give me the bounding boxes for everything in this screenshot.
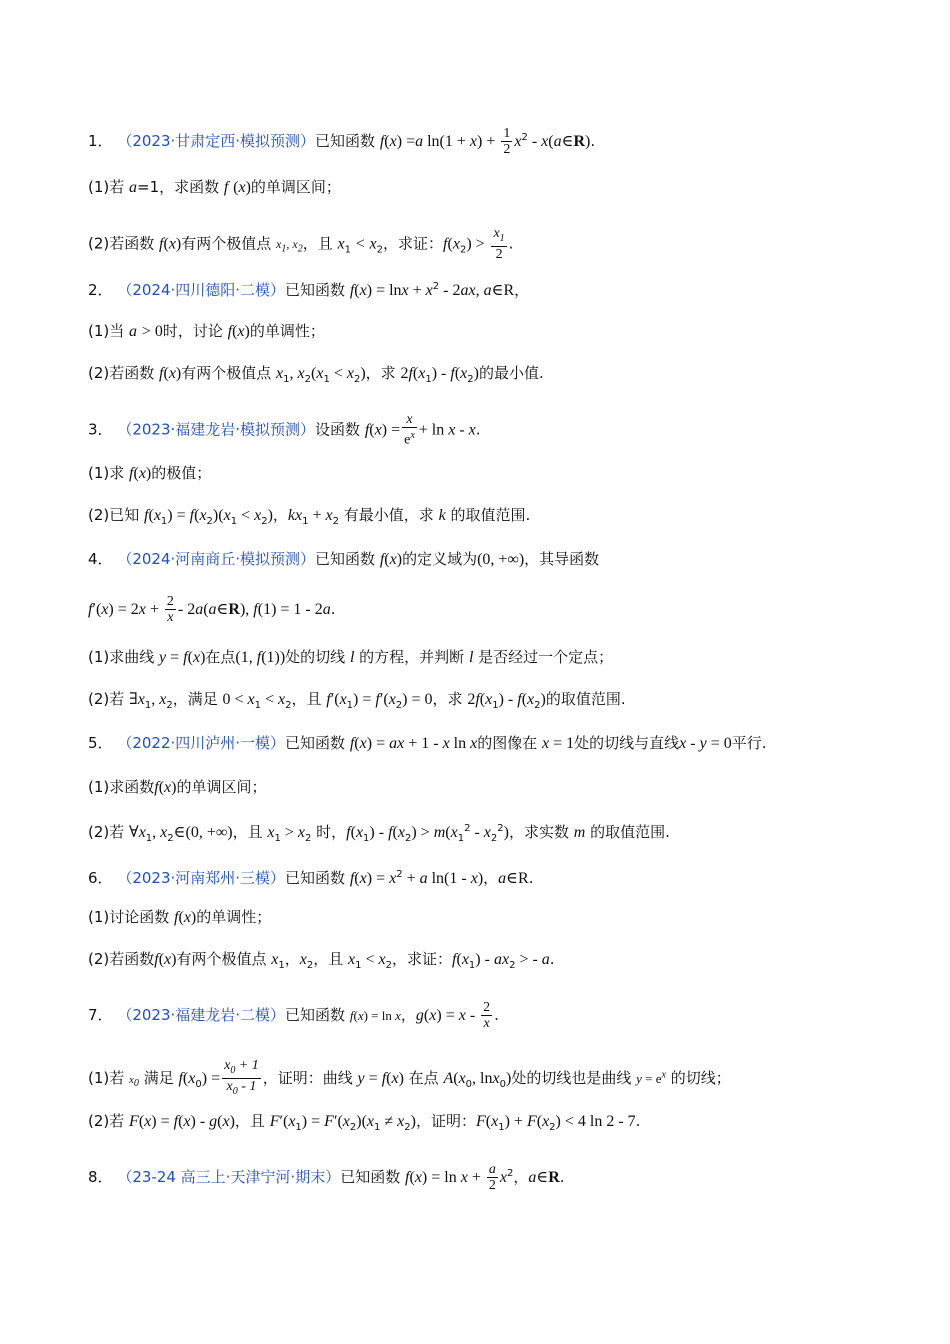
problem-source: （2024·河南商丘·模拟预测） <box>117 550 316 568</box>
problem-3-part-2: (2)已知 $f(x_1) = f(x_2)(x_1 < x_2)$，$kx_1 + x_2$ 有最小值，求 k 的取值范围. <box>88 506 531 527</box>
stem-text: 已知函数 <box>285 1006 346 1024</box>
problem-number: 1． <box>88 132 113 150</box>
problem-number: 7． <box>88 1006 113 1024</box>
problem-4-part-1: (1)求曲线 y = f(x)在点(1, f(1))处的切线 l 的方程，并判断 l 是否经过一个定点； <box>88 648 614 666</box>
problem-number: 3． <box>88 420 113 439</box>
problem-4-part-2: (2)若 $\exists x_1$, $x_2$，满足 $0 < x_1 < x_2$，且 $f'(x_1) = f'(x_2) = 0$，求 $2f(x_1) - f(x_2)$的取值范围. <box>88 690 626 711</box>
problem-source: （2023·河南郑州·三模） <box>117 869 286 887</box>
stem-text: 已知函数 <box>340 1168 401 1186</box>
problem-source: （2022·四川泸州·一模） <box>117 734 286 752</box>
problem-3-stem: 3． （2023·福建龙岩·模拟预测）设函数 f(x) = $\frac{x}{e^x}$ + ln x - x. <box>88 412 481 448</box>
problem-8-stem: 8． （23-24 高三上·天津宁河·期末）已知函数 f(x) = ln x + $\frac{a}{2}$ $x^2$，a∈R. <box>88 1162 565 1193</box>
problem-source: （2023·福建龙岩·模拟预测） <box>117 420 316 439</box>
problem-7-stem: 7． （2023·福建龙岩·二模）已知函数 f(x) = ln x，g(x) = x - $\frac{2}{x}$ . <box>88 1000 499 1031</box>
problem-7-part-2: (2)若 F(x) = f(x) - g(x)，且 $F'(x_1) = F'(x_2)(x_1 \ne x_2)$，证明：$F(x_1) + F(x_2) < 4$ ln 2 - 7. <box>88 1112 641 1133</box>
problem-1-stem: 1． （2023·甘肃定西·模拟预测）已知函数 f(x) =a ln(1 + x) + $\frac{1}{2}$ $x^2$ - x(a∈R). <box>88 126 596 157</box>
stem-text: 设函数 <box>315 420 361 439</box>
stem-text: 已知函数 <box>285 734 346 752</box>
problem-source: （2023·福建龙岩·二模） <box>117 1006 286 1024</box>
stem-text: 已知函数 <box>315 550 376 568</box>
problem-number: 8． <box>88 1168 113 1186</box>
problem-2-part-2: (2)若函数 f(x)有两个极值点 $x_1$, $x_2(x_1 < x_2)$，求 $2f(x_1) - f(x_2)$的最小值. <box>88 364 544 385</box>
problem-1-part-1: (1)若 a=1，求函数 f (x)的单调区间； <box>88 178 341 196</box>
problem-source: （23-24 高三上·天津宁河·期末） <box>117 1168 341 1186</box>
problem-7-part-1: (1)若 $x_0$ 满足 $f(x_0)$ = $\frac{x_0 + 1}{x_0 - 1}$ ，证明：曲线 y = f(x) 在点 $A(x_0$, lnx$_0$)处的切线也是曲线 $y = e^x$ 的切线； <box>88 1058 731 1097</box>
problem-2-stem: 2． （2024·四川德阳·二模）已知函数 $f(x) = \ln x + x^2 - 2ax$, a∈R， <box>88 281 530 299</box>
problem-6-part-1: (1)讨论函数 f(x)的单调性； <box>88 908 272 926</box>
problem-source: （2024·四川德阳·二模） <box>117 281 286 299</box>
problem-number: 6． <box>88 869 113 887</box>
problem-5-part-2: (2)若 $\forall x_1$, $x_2\in(0$, +∞)，且 $x_1 > x_2$ 时，$f(x_1) - f(x_2) > m(x_1^2 - x_2^2)$，求实数 m 的取值范围. <box>88 823 670 844</box>
function-formula: f <box>379 133 385 150</box>
problem-number: 4． <box>88 550 113 568</box>
problem-3-part-1: (1)求 f(x)的极值； <box>88 464 212 482</box>
problem-4-stem: 4． （2024·河南商丘·模拟预测）已知函数 f(x)的定义域为(0, +∞)，其导函数 <box>88 550 600 568</box>
problem-number: 2． <box>88 281 113 299</box>
problem-1-part-2: (2)若函数 f(x)有两个极值点 $x_1$, $x_2$，且 $x_1 < x_2$，求证：$f(x_2)$ > $\frac{x_1}{2}$ . <box>88 226 514 262</box>
problem-6-stem: 6． （2023·河南郑州·三模）已知函数 $f(x) = x^2 + a$ ln(1 - x)，a∈R. <box>88 869 534 887</box>
stem-text: 已知函数 <box>285 281 346 299</box>
stem-text: 已知函数 <box>315 132 376 150</box>
problem-4-stem-line2: f′(x) = 2x + $\frac{2}{x}$ - 2a(a∈R), f(1) = 1 - 2a. <box>88 594 336 625</box>
stem-text: 已知函数 <box>285 869 346 887</box>
problem-6-part-2: (2)若函数f(x)有两个极值点 $x_1$，$x_2$，且 $x_1 < x_2$，求证：$f(x_1) - ax_2$ > - a. <box>88 950 555 971</box>
problem-5-part-1: (1)求函数f(x)的单调区间； <box>88 778 267 796</box>
problem-source: （2023·甘肃定西·模拟预测） <box>117 132 316 150</box>
problem-2-part-1: (1)当 a > 0时，讨论 f(x)的单调性； <box>88 322 325 340</box>
problem-5-stem: 5． （2022·四川泸州·一模）已知函数 f(x) = ax + 1 - x ln x的图像在 x = 1处的切线与直线x - y = 0平行. <box>88 734 767 752</box>
problem-number: 5． <box>88 734 113 752</box>
